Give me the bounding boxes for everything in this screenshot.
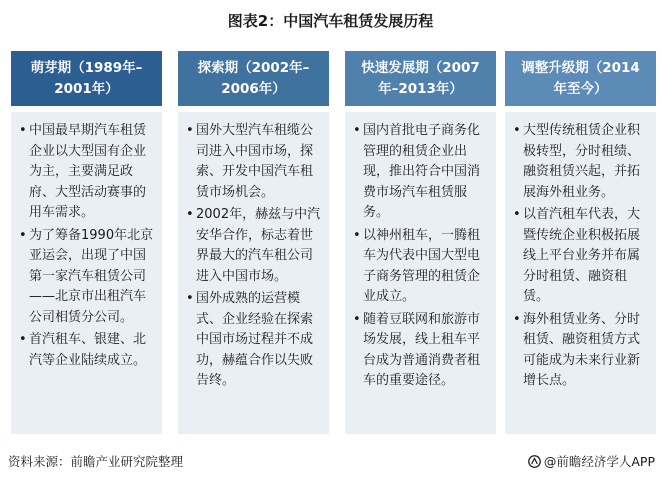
stage-column-2: [178, 51, 329, 434]
stage-item-text: 以神州租车，一腾租车为代表中国大型电子商务管理的租赁企业成立。: [363, 227, 481, 304]
stage-header-1: 萌芽期（1989年–2001年）: [11, 51, 162, 106]
stage-item: [186, 205, 321, 287]
stage-item: [186, 289, 321, 392]
stage-item: [513, 121, 648, 203]
stage-item-text: 2002年，赫兹与中汽安华合作，标志着世界最大的汽车租公司进入中国市场。: [196, 207, 321, 284]
stage-item-text: 为了筹备1990年北京亚运会，出现了中国第一家汽车租赁公司——北京市出租汽车公司相赁分公司。: [29, 227, 154, 325]
stage-body-4: [505, 112, 656, 434]
bullet-icon: •: [19, 227, 27, 243]
stage-item-text: 海外租赁业务、分时租赁、融资租赁方式可能成为未来行业新增长点。: [523, 311, 641, 388]
stage-item: [353, 226, 488, 308]
stage-item-text: 国内首批电子商务化管理的租赁企业出现，推出符合中国消费市场汽车租赁服务。: [363, 123, 481, 220]
bullet-icon: •: [353, 123, 361, 138]
source-note: 资料来源：前瞻产业研究院整理: [8, 454, 184, 469]
bullet-icon: •: [186, 207, 194, 222]
stage-body-1: [11, 112, 162, 434]
stage-body-3: [345, 112, 496, 434]
stage-column-1: [11, 51, 162, 434]
stage-header-4: 调整升级期（2014年至今）: [505, 51, 656, 106]
bullet-icon: •: [186, 123, 194, 138]
stage-item: [513, 310, 648, 392]
brand-label: @前瞻经济学人APP: [543, 454, 655, 469]
stage-item-text: 大型传统租赁企业积极转型，分时租绩、融资租赁兴起，并拓展海外租业务。: [523, 123, 641, 200]
stage-column-4: [505, 51, 656, 434]
stage-item: [186, 121, 321, 203]
stage-item-text: 国外大型汽车租缆公司进入中国市场，探索、开发中国汽车租赁市场机会。: [196, 123, 314, 200]
stage-item: [353, 121, 488, 224]
stage-column-3: [345, 51, 496, 434]
stage-item-text: 国外成熟的运营模式、企业经验在探索中国市场过程并不成功，赫蕴合作以失败告终。: [196, 291, 314, 388]
stage-item: [353, 310, 488, 392]
bullet-icon: •: [513, 123, 521, 138]
stage-item: [19, 330, 154, 371]
stage-header-2: 探索期（2002年–2006年）: [178, 51, 329, 106]
qianzhan-logo-icon: [528, 455, 541, 468]
stage-item-text: 中国最早期汽车租赁企业以大型国有企业为主，主要满足政府、大型活动赛事的用车需求。: [29, 123, 147, 220]
chart-title: 图表2：中国汽车租赁发展历程: [227, 12, 434, 30]
bullet-icon: •: [19, 123, 27, 138]
brand-attribution: [528, 452, 655, 470]
bullet-icon: •: [513, 207, 521, 222]
stage-item-text: 首汽租车、银建、北汽等企业陆续成立。: [29, 332, 147, 368]
bullet-icon: •: [353, 311, 361, 327]
bullet-icon: •: [19, 332, 27, 347]
stage-body-2: [178, 112, 329, 434]
bullet-icon: •: [513, 311, 521, 327]
stage-item: [513, 205, 648, 308]
bullet-icon: •: [353, 227, 361, 243]
stage-item-text: 以首汽租车代表，大暨传统企业积极拓展线上平台业务并布属分时租赁、融资租赁。: [523, 207, 641, 304]
stage-header-3: 快速发展期（2007年–2013年）: [345, 51, 496, 106]
stage-item-text: 随着豆联网和旅游市场发展，线上租车平台成为普通消费者租车的重要途径。: [363, 311, 481, 388]
stage-item: [19, 226, 154, 329]
stage-item: [19, 121, 154, 224]
bullet-icon: •: [186, 291, 194, 306]
